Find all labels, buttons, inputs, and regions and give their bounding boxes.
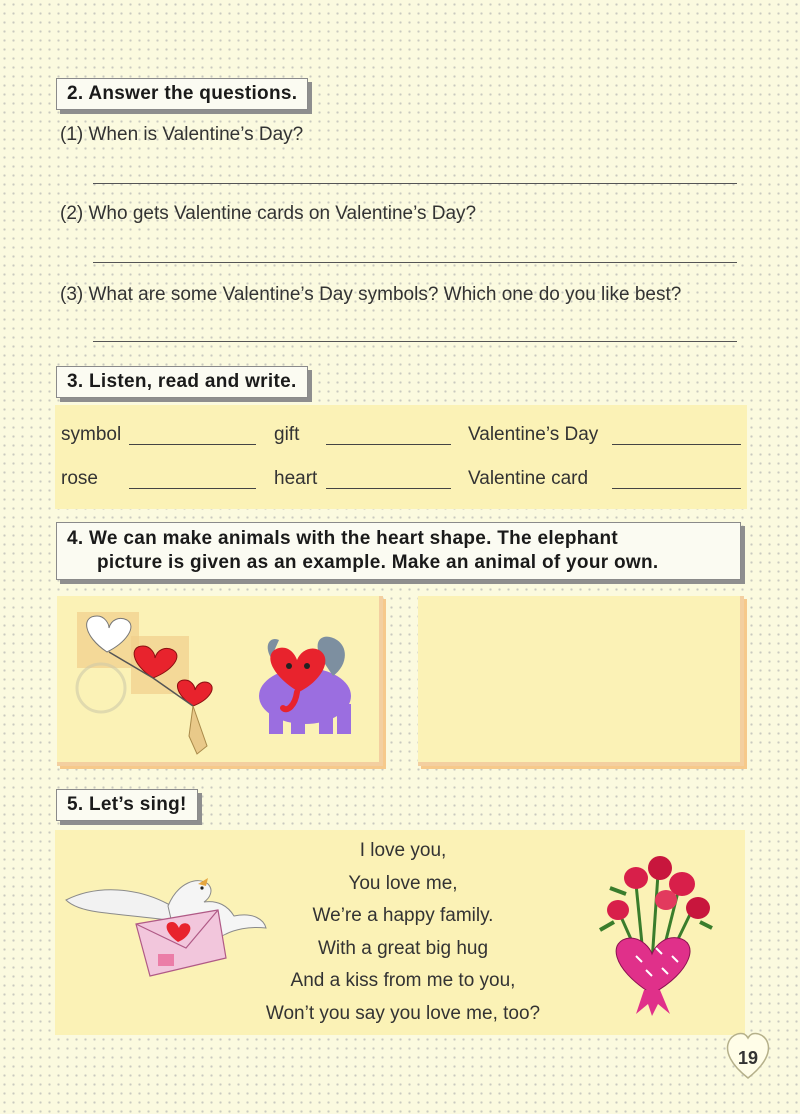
word-rose: rose bbox=[61, 468, 98, 489]
question-2: (2) Who gets Valentine cards on Valentine’s Day? bbox=[60, 203, 477, 224]
heart-elephant-illustration bbox=[57, 596, 383, 766]
blank-symbol[interactable] bbox=[129, 444, 256, 445]
page-number: 19 bbox=[737, 1048, 759, 1068]
word-valentine-card: Valentine card bbox=[468, 468, 589, 489]
answer-line-1[interactable] bbox=[93, 183, 737, 184]
lyric-line-5: And a kiss from me to you, bbox=[290, 970, 516, 992]
song-lyrics bbox=[248, 840, 558, 1036]
word-heart: heart bbox=[274, 468, 318, 489]
answer-line-3[interactable] bbox=[93, 341, 737, 342]
section-3-heading: 3. Listen, read and write. bbox=[56, 366, 308, 398]
lyric-line-2: You love me, bbox=[348, 872, 458, 894]
section-4-heading bbox=[56, 522, 741, 580]
blank-valentines-day[interactable] bbox=[612, 444, 741, 445]
section-4-heading-line-1: 4. We can make animals with the heart shape. The elephant bbox=[67, 528, 619, 549]
answer-line-2[interactable] bbox=[93, 262, 737, 263]
blank-rose[interactable] bbox=[129, 488, 256, 489]
rose-bouquet-illustration bbox=[596, 844, 716, 1020]
section-2-heading: 2. Answer the questions. bbox=[56, 78, 308, 110]
word-gift: gift bbox=[274, 424, 300, 445]
lyric-line-4: With a great big hug bbox=[317, 937, 489, 959]
blank-valentine-card[interactable] bbox=[612, 488, 741, 489]
example-elephant-panel bbox=[57, 596, 383, 766]
lyric-line-6: Won’t you say you love me, too? bbox=[265, 1002, 541, 1024]
section-4-heading-line-2: picture is given as an example. Make an animal of your own. bbox=[97, 552, 659, 573]
word-symbol: symbol bbox=[61, 424, 122, 445]
your-animal-drawing-panel[interactable] bbox=[418, 596, 744, 766]
word-panel bbox=[55, 405, 747, 509]
question-1: (1) When is Valentine’s Day? bbox=[60, 124, 304, 145]
blank-heart[interactable] bbox=[326, 488, 451, 489]
word-valentines-day: Valentine’s Day bbox=[468, 424, 599, 445]
question-3: (3) What are some Valentine’s Day symbols? Which one do you like best? bbox=[60, 284, 682, 305]
dove-with-letter-illustration bbox=[58, 872, 272, 988]
section-5-heading: 5. Let’s sing! bbox=[56, 789, 198, 821]
lyric-line-3: We’re a happy family. bbox=[312, 905, 494, 927]
blank-gift[interactable] bbox=[326, 444, 451, 445]
lyric-line-1: I love you, bbox=[359, 840, 447, 861]
